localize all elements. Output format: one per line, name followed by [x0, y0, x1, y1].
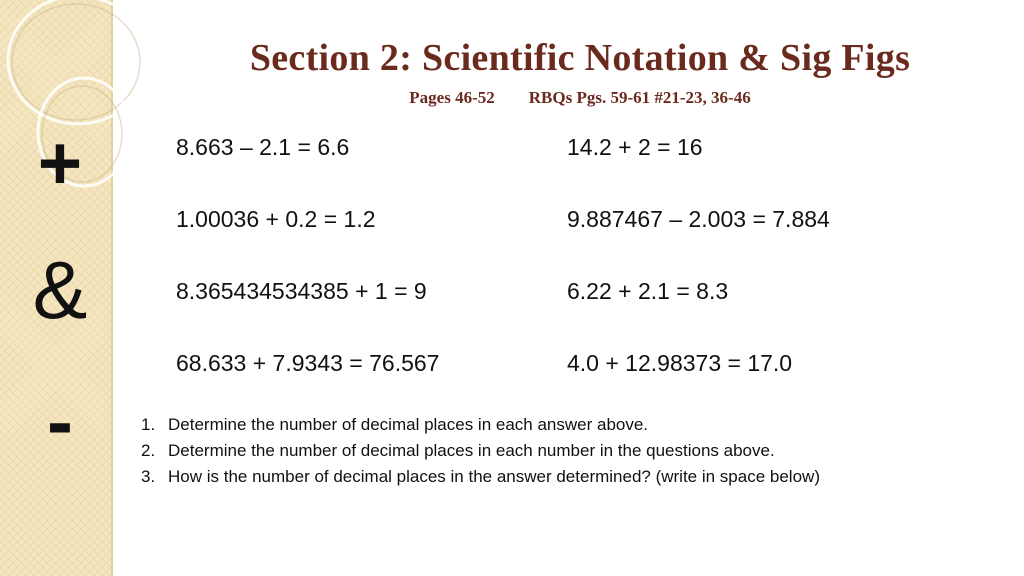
rbqs-reference: RBQs Pgs. 59-61 #21-23, 36-46: [528, 88, 751, 107]
problem-right: 6.22 + 2.1 = 8.3: [567, 278, 729, 304]
problem-grid: [176, 134, 976, 422]
slide-title: Section 2: Scientific Notation & Sig Figs: [249, 37, 911, 79]
problem-right: 9.887467 – 2.003 = 7.884: [567, 206, 830, 232]
problem-left: 1.00036 + 0.2 = 1.2: [176, 206, 376, 232]
problem-row: [176, 206, 976, 278]
problem-left: 8.663 – 2.1 = 6.6: [176, 134, 350, 160]
question-item: [141, 464, 1001, 490]
question-item: [141, 412, 1001, 438]
ampersand-symbol: &: [32, 245, 88, 336]
problem-left: 68.633 + 7.9343 = 76.567: [176, 350, 440, 376]
minus-symbol: -: [47, 377, 73, 465]
pages-reference: Pages 46-52: [409, 88, 495, 107]
question-number: 2.: [141, 441, 156, 460]
question-number: 1.: [141, 415, 156, 434]
question-text: How is the number of decimal places in the answer determined? (write in space below): [168, 467, 820, 486]
question-item: [141, 438, 1001, 464]
problem-right: 4.0 + 12.98373 = 17.0: [567, 350, 793, 376]
problem-row: [176, 278, 976, 350]
slide-subtitle: [160, 88, 1000, 108]
problem-right: 14.2 + 2 = 16: [567, 134, 703, 160]
question-text: Determine the number of decimal places in each answer above.: [168, 415, 649, 434]
question-number: 3.: [141, 467, 156, 486]
question-text: Determine the number of decimal places in each number in the questions above.: [168, 441, 775, 460]
problem-left: 8.365434534385 + 1 = 9: [176, 278, 427, 304]
question-list: [141, 412, 1001, 490]
plus-symbol: +: [37, 121, 83, 206]
problem-row: [176, 134, 976, 206]
